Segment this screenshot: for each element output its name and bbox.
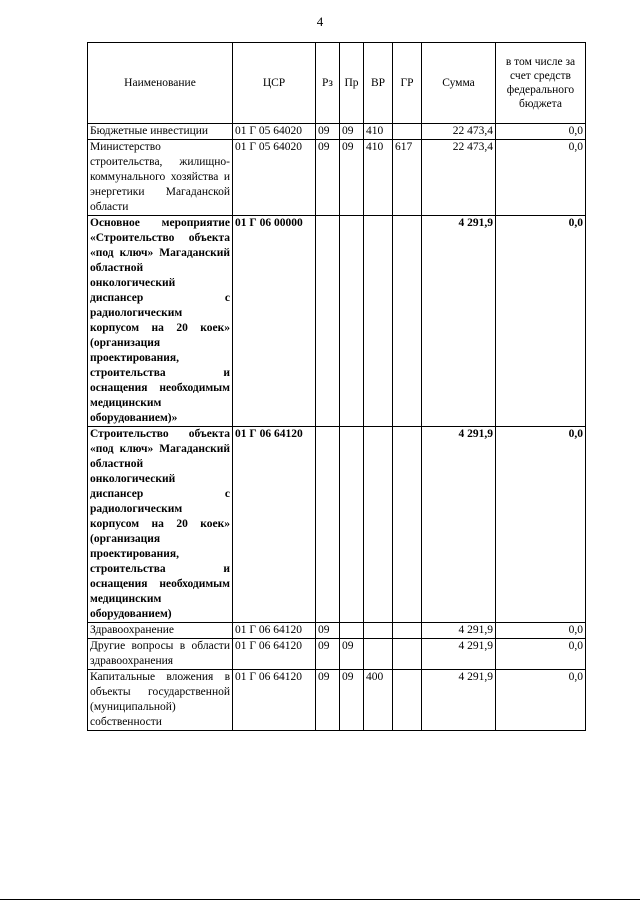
cell-pr [340, 427, 364, 623]
header-csr: ЦСР [233, 43, 316, 124]
cell-csr: 01 Г 06 00000 [233, 216, 316, 427]
cell-vr: 410 [364, 124, 393, 140]
cell-sum: 22 473,4 [422, 140, 496, 216]
cell-name: Другие вопросы в области здравоохранения [88, 639, 233, 670]
cell-gr [393, 124, 422, 140]
cell-name: Капитальные вложения в объекты государственной (муниципальной) собственности [88, 670, 233, 731]
cell-rz: 09 [316, 623, 340, 639]
cell-rz [316, 427, 340, 623]
cell-rz: 09 [316, 124, 340, 140]
cell-csr: 01 Г 06 64120 [233, 670, 316, 731]
cell-pr [340, 623, 364, 639]
cell-pr: 09 [340, 124, 364, 140]
table-row [88, 140, 586, 216]
cell-federal: 0,0 [496, 623, 586, 639]
cell-rz: 09 [316, 140, 340, 216]
cell-pr: 09 [340, 140, 364, 216]
cell-vr [364, 623, 393, 639]
cell-rz: 09 [316, 639, 340, 670]
bottom-rule [0, 899, 640, 900]
table-row [88, 623, 586, 639]
cell-pr: 09 [340, 639, 364, 670]
cell-gr [393, 623, 422, 639]
cell-rz: 09 [316, 670, 340, 731]
cell-name: Бюджетные инвестиции [88, 124, 233, 140]
header-rz: Рз [316, 43, 340, 124]
cell-sum: 4 291,9 [422, 427, 496, 623]
header-name: Наименование [88, 43, 233, 124]
table-row [88, 639, 586, 670]
cell-csr: 01 Г 05 64020 [233, 140, 316, 216]
cell-name: Строительство объекта «под ключ» Магаданский областной онкологический диспансер с радиологическим корпусом на 20 коек» (организация проектирования, строительства и оснащения необходимым медицинским оборудованием) [88, 427, 233, 623]
cell-federal: 0,0 [496, 124, 586, 140]
header-vr: ВР [364, 43, 393, 124]
cell-name: Основное мероприятие «Строительство объекта «под ключ» Магаданский областной онкологический диспансер с радиологическим корпусом на 20 коек» (организация проектирования, строительства и оснащения необходимым медицинским оборудованием)» [88, 216, 233, 427]
cell-gr [393, 639, 422, 670]
table-row [88, 670, 586, 731]
cell-rz [316, 216, 340, 427]
cell-vr [364, 216, 393, 427]
cell-federal: 0,0 [496, 427, 586, 623]
cell-federal: 0,0 [496, 670, 586, 731]
header-pr: Пр [340, 43, 364, 124]
cell-sum: 4 291,9 [422, 216, 496, 427]
cell-gr [393, 216, 422, 427]
table-row [88, 124, 586, 140]
cell-sum: 4 291,9 [422, 639, 496, 670]
cell-csr: 01 Г 06 64120 [233, 427, 316, 623]
table-row [88, 216, 586, 427]
budget-table [87, 42, 586, 731]
cell-sum: 22 473,4 [422, 124, 496, 140]
cell-gr [393, 427, 422, 623]
cell-vr [364, 427, 393, 623]
cell-vr: 410 [364, 140, 393, 216]
cell-name: Министерство строительства, жилищно-коммунального хозяйства и энергетики Магаданской области [88, 140, 233, 216]
cell-gr: 617 [393, 140, 422, 216]
header-federal: в том числе за счет средств федерального бюджета [496, 43, 586, 124]
header-gr: ГР [393, 43, 422, 124]
cell-federal: 0,0 [496, 140, 586, 216]
cell-gr [393, 670, 422, 731]
cell-pr: 09 [340, 670, 364, 731]
cell-sum: 4 291,9 [422, 670, 496, 731]
cell-csr: 01 Г 06 64120 [233, 639, 316, 670]
cell-vr [364, 639, 393, 670]
cell-vr: 400 [364, 670, 393, 731]
cell-csr: 01 Г 06 64120 [233, 623, 316, 639]
header-sum: Сумма [422, 43, 496, 124]
cell-pr [340, 216, 364, 427]
cell-federal: 0,0 [496, 216, 586, 427]
header-row [88, 43, 586, 124]
cell-csr: 01 Г 05 64020 [233, 124, 316, 140]
cell-sum: 4 291,9 [422, 623, 496, 639]
table-row [88, 427, 586, 623]
page-number: 4 [316, 14, 324, 29]
cell-federal: 0,0 [496, 639, 586, 670]
cell-name: Здравоохранение [88, 623, 233, 639]
